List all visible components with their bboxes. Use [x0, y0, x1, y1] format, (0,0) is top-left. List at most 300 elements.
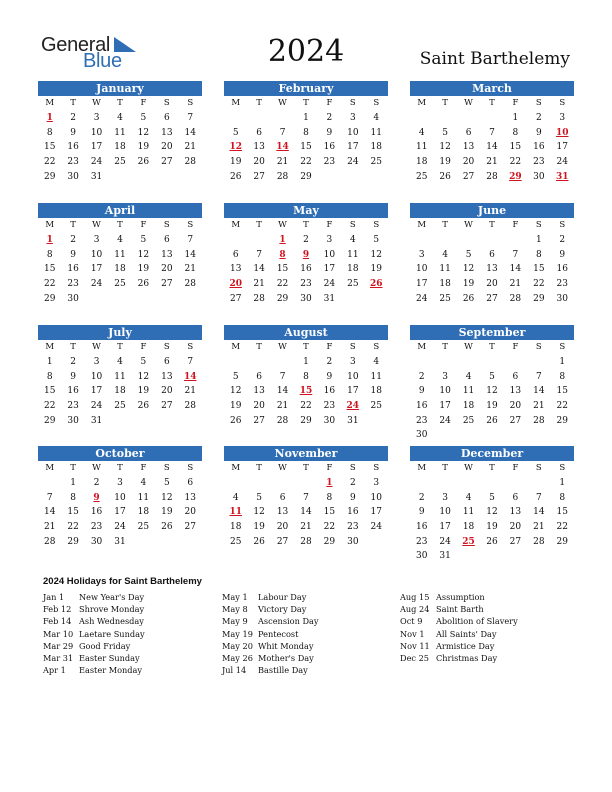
day-cell: 18: [114, 264, 126, 275]
day-cell: 30: [347, 536, 359, 547]
holiday-name: Christmas Day: [436, 652, 498, 663]
day-cell: 27: [161, 401, 173, 412]
weekday-label: W: [278, 463, 287, 473]
day-cell: 3: [373, 478, 380, 488]
holiday-name: Easter Monday: [79, 665, 143, 676]
empty-cell: [271, 476, 294, 491]
weekday-label: S: [559, 220, 566, 230]
day-cell: 2: [326, 357, 333, 367]
day-cell: 17: [90, 142, 103, 153]
day-cell: 22: [300, 157, 312, 168]
holiday-day-cell: 1: [279, 235, 286, 245]
weekday-label: F: [326, 463, 333, 473]
day-cell: 23: [67, 157, 79, 168]
month-july: [38, 325, 202, 428]
day-cell: 15: [43, 264, 56, 275]
holiday-row: [222, 652, 319, 664]
day-cell: 19: [486, 401, 498, 412]
day-cell: 4: [373, 113, 380, 123]
empty-cell: [480, 476, 503, 491]
day-cell: 29: [556, 536, 568, 547]
empty-cell: [247, 476, 270, 491]
holiday-column: [43, 591, 145, 676]
empty-cell: [457, 476, 480, 491]
holiday-name: All Saints' Day: [436, 628, 497, 639]
day-cell: 21: [184, 386, 196, 397]
holiday-date: Jan 1: [43, 592, 65, 602]
day-cell: 14: [184, 249, 196, 260]
day-cell: 1: [512, 113, 519, 123]
day-cell: 8: [46, 249, 53, 260]
holiday-row: [222, 640, 319, 652]
day-cell: 23: [300, 279, 312, 290]
holiday-name: Assumption: [436, 592, 485, 602]
month-header: February: [224, 81, 388, 96]
empty-cell: [410, 111, 433, 126]
day-cell: 23: [67, 401, 79, 412]
day-cell: 9: [559, 249, 566, 260]
weekday-label: S: [163, 98, 170, 108]
weekday-label: F: [512, 98, 519, 108]
weekday-label: T: [70, 342, 76, 352]
day-cell: 5: [232, 127, 239, 138]
day-cell: 5: [442, 127, 448, 138]
day-cell: 14: [276, 386, 289, 397]
holiday-name: Saint Barth: [436, 604, 484, 615]
day-cell: 15: [509, 142, 522, 153]
weekday-label: S: [187, 463, 194, 473]
weekday-label: T: [256, 220, 262, 230]
day-cell: 30: [67, 415, 79, 426]
empty-cell: [224, 111, 247, 126]
holiday-date: Nov 11: [400, 640, 430, 651]
day-cell: 7: [279, 371, 286, 382]
day-cell: 1: [303, 113, 309, 123]
weekday-label: T: [303, 342, 309, 352]
day-cell: 20: [276, 522, 289, 533]
day-cell: 12: [137, 127, 150, 138]
day-cell: 23: [347, 522, 359, 533]
weekday-label: M: [231, 463, 241, 473]
day-cell: 30: [533, 171, 545, 182]
holiday-name: Ash Wednesday: [79, 616, 144, 627]
day-cell: 24: [439, 536, 451, 547]
day-cell: 22: [533, 279, 545, 290]
day-cell: 15: [43, 386, 56, 397]
empty-cell: [504, 233, 527, 248]
weekday-label: S: [187, 220, 194, 230]
day-cell: 19: [137, 264, 150, 275]
day-cell: 2: [326, 113, 333, 123]
weekday-label: T: [117, 220, 123, 230]
day-cell: 10: [114, 492, 126, 503]
weekday-label: M: [45, 463, 55, 473]
empty-cell: [433, 476, 456, 491]
empty-cell: [247, 233, 270, 248]
day-cell: 31: [114, 536, 126, 547]
holiday-day-cell: 29: [509, 171, 522, 182]
day-cell: 15: [276, 264, 289, 275]
day-cell: 11: [462, 386, 475, 397]
day-cell: 22: [43, 279, 56, 290]
day-cell: 27: [509, 536, 522, 547]
weekday-label: S: [373, 342, 380, 352]
day-cell: 21: [253, 279, 265, 290]
day-cell: 15: [556, 507, 568, 518]
day-cell: 4: [117, 113, 123, 123]
day-cell: 7: [187, 235, 194, 245]
day-cell: 3: [559, 113, 566, 123]
month-header: November: [224, 446, 388, 461]
day-cell: 14: [184, 127, 196, 138]
holiday-row: [43, 591, 145, 603]
weekday-label: W: [464, 463, 473, 473]
day-cell: 26: [137, 401, 150, 412]
day-cell: 25: [114, 401, 126, 412]
day-cell: 2: [418, 371, 425, 382]
weekday-label: M: [417, 98, 427, 108]
logo-text-blue: Blue: [83, 50, 122, 72]
weekday-label: M: [417, 220, 427, 230]
day-cell: 5: [489, 371, 495, 382]
day-cell: 3: [442, 371, 448, 382]
weekday-label: F: [326, 98, 333, 108]
day-cell: 9: [418, 507, 425, 518]
weekday-label: W: [278, 220, 287, 230]
holiday-day-cell: 9: [93, 492, 100, 503]
weekday-label: W: [92, 98, 101, 108]
weekday-label: T: [70, 220, 76, 230]
day-cell: 19: [486, 522, 498, 533]
day-cell: 23: [415, 415, 428, 426]
day-cell: 19: [253, 522, 265, 533]
day-cell: 24: [323, 279, 336, 290]
day-cell: 26: [137, 279, 150, 290]
day-cell: 29: [43, 171, 56, 182]
day-cell: 16: [90, 507, 103, 518]
weekday-label: T: [489, 342, 495, 352]
holiday-row: [222, 603, 319, 615]
holiday-date: Oct 9: [400, 616, 423, 627]
day-cell: 30: [90, 536, 103, 547]
day-cell: 13: [486, 264, 498, 275]
month-october: [38, 446, 202, 549]
holiday-row: [43, 652, 145, 664]
weekday-label: S: [535, 463, 542, 473]
empty-cell: [504, 355, 527, 370]
weekday-label: F: [140, 342, 147, 352]
day-cell: 22: [556, 522, 568, 533]
day-cell: 28: [300, 536, 312, 547]
holiday-day-cell: 1: [326, 478, 333, 488]
weekday-label: T: [442, 98, 448, 108]
logo-text-general: General: [41, 34, 111, 56]
day-cell: 8: [559, 371, 566, 382]
day-cell: 11: [114, 249, 126, 260]
weekday-row: [224, 340, 388, 355]
day-cell: 31: [439, 551, 451, 562]
day-cell: 20: [161, 386, 173, 397]
day-cell: 25: [439, 293, 451, 304]
holiday-name: Shrove Monday: [79, 604, 145, 615]
day-cell: 20: [509, 401, 522, 412]
weekday-label: T: [442, 463, 448, 473]
day-cell: 28: [276, 171, 289, 182]
empty-cell: [224, 233, 247, 248]
day-cell: 12: [462, 264, 475, 275]
weekday-label: W: [92, 220, 101, 230]
day-cell: 28: [184, 401, 196, 412]
day-cell: 11: [462, 507, 475, 518]
day-cell: 17: [439, 401, 451, 412]
day-cell: 13: [161, 249, 173, 260]
day-cell: 25: [229, 536, 242, 547]
day-cell: 4: [465, 371, 472, 382]
day-cell: 13: [253, 386, 265, 397]
day-cell: 26: [486, 415, 498, 426]
day-cell: 6: [187, 478, 194, 488]
day-cell: 13: [229, 264, 242, 275]
day-cell: 6: [256, 371, 262, 382]
day-cell: 18: [229, 522, 242, 533]
day-cell: 10: [90, 371, 103, 382]
day-cell: 3: [349, 113, 356, 123]
day-cell: 10: [370, 492, 382, 503]
holiday-date: Dec 25: [400, 652, 430, 663]
day-cell: 2: [70, 113, 76, 123]
month-september: [410, 325, 574, 443]
holiday-day-cell: 9: [302, 249, 310, 260]
empty-cell: [480, 111, 503, 126]
day-cell: 8: [326, 492, 333, 503]
day-cell: 9: [70, 371, 76, 382]
weekday-row: [38, 340, 202, 355]
empty-cell: [527, 476, 550, 491]
weekday-label: S: [373, 463, 380, 473]
empty-cell: [433, 233, 456, 248]
day-cell: 5: [140, 113, 147, 123]
day-cell: 7: [535, 492, 542, 503]
day-cell: 4: [349, 235, 356, 245]
day-grid: [224, 233, 388, 306]
day-cell: 3: [117, 478, 123, 488]
day-cell: 3: [93, 235, 100, 245]
holiday-date: Jul 14: [222, 665, 247, 676]
day-cell: 7: [512, 249, 519, 260]
day-cell: 29: [300, 415, 312, 426]
day-cell: 25: [347, 279, 359, 290]
day-cell: 5: [465, 249, 472, 260]
day-cell: 4: [117, 357, 123, 367]
month-march: [410, 81, 574, 184]
day-cell: 12: [370, 249, 382, 260]
day-cell: 11: [370, 127, 382, 138]
day-cell: 6: [465, 127, 472, 138]
weekday-label: M: [45, 342, 55, 352]
day-cell: 13: [276, 507, 289, 518]
empty-cell: [527, 355, 550, 370]
day-grid: [224, 111, 388, 184]
day-cell: 5: [489, 492, 495, 503]
weekday-label: F: [140, 463, 147, 473]
day-cell: 31: [347, 415, 359, 426]
empty-cell: [224, 476, 247, 491]
weekday-label: F: [326, 220, 333, 230]
weekday-label: S: [187, 342, 194, 352]
holiday-date: Mar 31: [43, 652, 74, 663]
day-cell: 2: [70, 235, 76, 245]
day-cell: 15: [556, 386, 568, 397]
day-cell: 16: [415, 401, 428, 412]
day-cell: 28: [509, 293, 522, 304]
day-cell: 13: [509, 507, 522, 518]
day-cell: 26: [137, 157, 150, 168]
weekday-label: F: [512, 463, 519, 473]
holiday-day-cell: 11: [229, 507, 242, 518]
day-cell: 14: [509, 264, 522, 275]
day-grid: [410, 233, 574, 306]
day-cell: 9: [418, 386, 425, 397]
day-cell: 28: [253, 293, 265, 304]
day-cell: 11: [114, 127, 126, 138]
day-cell: 7: [187, 113, 194, 123]
day-cell: 26: [486, 536, 498, 547]
weekday-label: S: [559, 463, 566, 473]
month-december: [410, 446, 574, 564]
weekday-label: S: [559, 98, 566, 108]
day-cell: 10: [347, 371, 359, 382]
day-cell: 1: [303, 357, 309, 367]
day-cell: 20: [509, 522, 522, 533]
day-cell: 22: [556, 401, 568, 412]
day-cell: 28: [486, 171, 498, 182]
day-cell: 31: [90, 415, 103, 426]
holiday-name: Whit Monday: [258, 640, 314, 651]
holiday-row: [222, 664, 319, 676]
holiday-day-cell: 25: [462, 536, 475, 547]
day-cell: 30: [67, 293, 79, 304]
weekday-label: S: [187, 98, 194, 108]
weekday-label: S: [373, 98, 380, 108]
day-grid: [38, 233, 202, 306]
day-cell: 16: [323, 386, 336, 397]
day-cell: 1: [559, 478, 566, 488]
day-cell: 16: [415, 522, 428, 533]
day-cell: 16: [556, 264, 568, 275]
day-cell: 7: [489, 127, 495, 138]
day-cell: 19: [229, 157, 242, 168]
day-cell: 26: [161, 522, 173, 533]
day-cell: 1: [46, 357, 53, 367]
day-cell: 12: [137, 371, 150, 382]
holiday-column: [400, 591, 518, 664]
holiday-row: [400, 628, 518, 640]
day-cell: 15: [533, 264, 545, 275]
day-cell: 21: [300, 522, 312, 533]
day-cell: 8: [512, 127, 519, 138]
day-cell: 13: [253, 142, 265, 153]
holiday-row: [43, 628, 145, 640]
holiday-name: Victory Day: [258, 604, 307, 615]
holiday-day-cell: 24: [346, 401, 360, 412]
weekday-label: T: [303, 220, 309, 230]
day-cell: 12: [229, 386, 242, 397]
day-cell: 29: [43, 293, 56, 304]
month-header: January: [38, 81, 202, 96]
day-cell: 22: [67, 522, 79, 533]
holiday-row: [400, 615, 518, 627]
holiday-name: Mother's Day: [258, 652, 314, 663]
weekday-label: S: [559, 342, 566, 352]
day-cell: 16: [67, 142, 79, 153]
day-cell: 18: [462, 401, 475, 412]
day-cell: 9: [70, 249, 76, 260]
day-cell: 18: [137, 507, 150, 518]
day-cell: 27: [276, 536, 289, 547]
day-cell: 30: [415, 430, 428, 441]
day-cell: 24: [347, 157, 359, 168]
holiday-date: May 8: [222, 604, 248, 615]
day-cell: 1: [70, 478, 76, 488]
day-cell: 16: [67, 386, 79, 397]
month-header: March: [410, 81, 574, 96]
weekday-label: M: [417, 463, 427, 473]
weekday-label: T: [442, 220, 448, 230]
weekday-label: T: [489, 220, 495, 230]
weekday-row: [38, 461, 202, 476]
weekday-label: M: [45, 98, 55, 108]
day-cell: 4: [465, 492, 472, 503]
day-cell: 12: [161, 492, 173, 503]
day-cell: 12: [486, 386, 498, 397]
holiday-day-cell: 1: [46, 235, 53, 245]
weekday-label: F: [512, 342, 519, 352]
day-cell: 26: [253, 536, 265, 547]
day-grid: [410, 111, 574, 184]
day-cell: 10: [415, 264, 428, 275]
day-cell: 11: [137, 492, 150, 503]
weekday-label: W: [278, 342, 287, 352]
day-cell: 17: [347, 386, 359, 397]
month-november: [224, 446, 388, 549]
day-cell: 2: [559, 235, 566, 245]
day-cell: 27: [229, 293, 242, 304]
day-cell: 18: [114, 386, 126, 397]
weekday-label: S: [349, 463, 356, 473]
day-cell: 15: [323, 507, 336, 518]
weekday-label: S: [349, 98, 356, 108]
holiday-date: Nov 1: [400, 628, 425, 639]
day-cell: 20: [161, 264, 173, 275]
day-cell: 7: [303, 492, 309, 503]
day-cell: 3: [93, 113, 100, 123]
month-april: [38, 203, 202, 306]
day-cell: 20: [253, 157, 265, 168]
day-cell: 20: [161, 142, 173, 153]
day-grid: [38, 476, 202, 549]
holiday-date: May 9: [222, 616, 248, 627]
day-cell: 17: [90, 386, 103, 397]
day-cell: 15: [67, 507, 79, 518]
day-cell: 2: [535, 113, 542, 123]
day-cell: 18: [370, 142, 382, 153]
day-cell: 24: [556, 157, 568, 168]
month-header: May: [224, 203, 388, 218]
weekday-label: T: [303, 98, 309, 108]
holiday-date: Feb 12: [43, 604, 72, 615]
day-cell: 1: [559, 357, 566, 367]
day-cell: 6: [256, 127, 262, 138]
